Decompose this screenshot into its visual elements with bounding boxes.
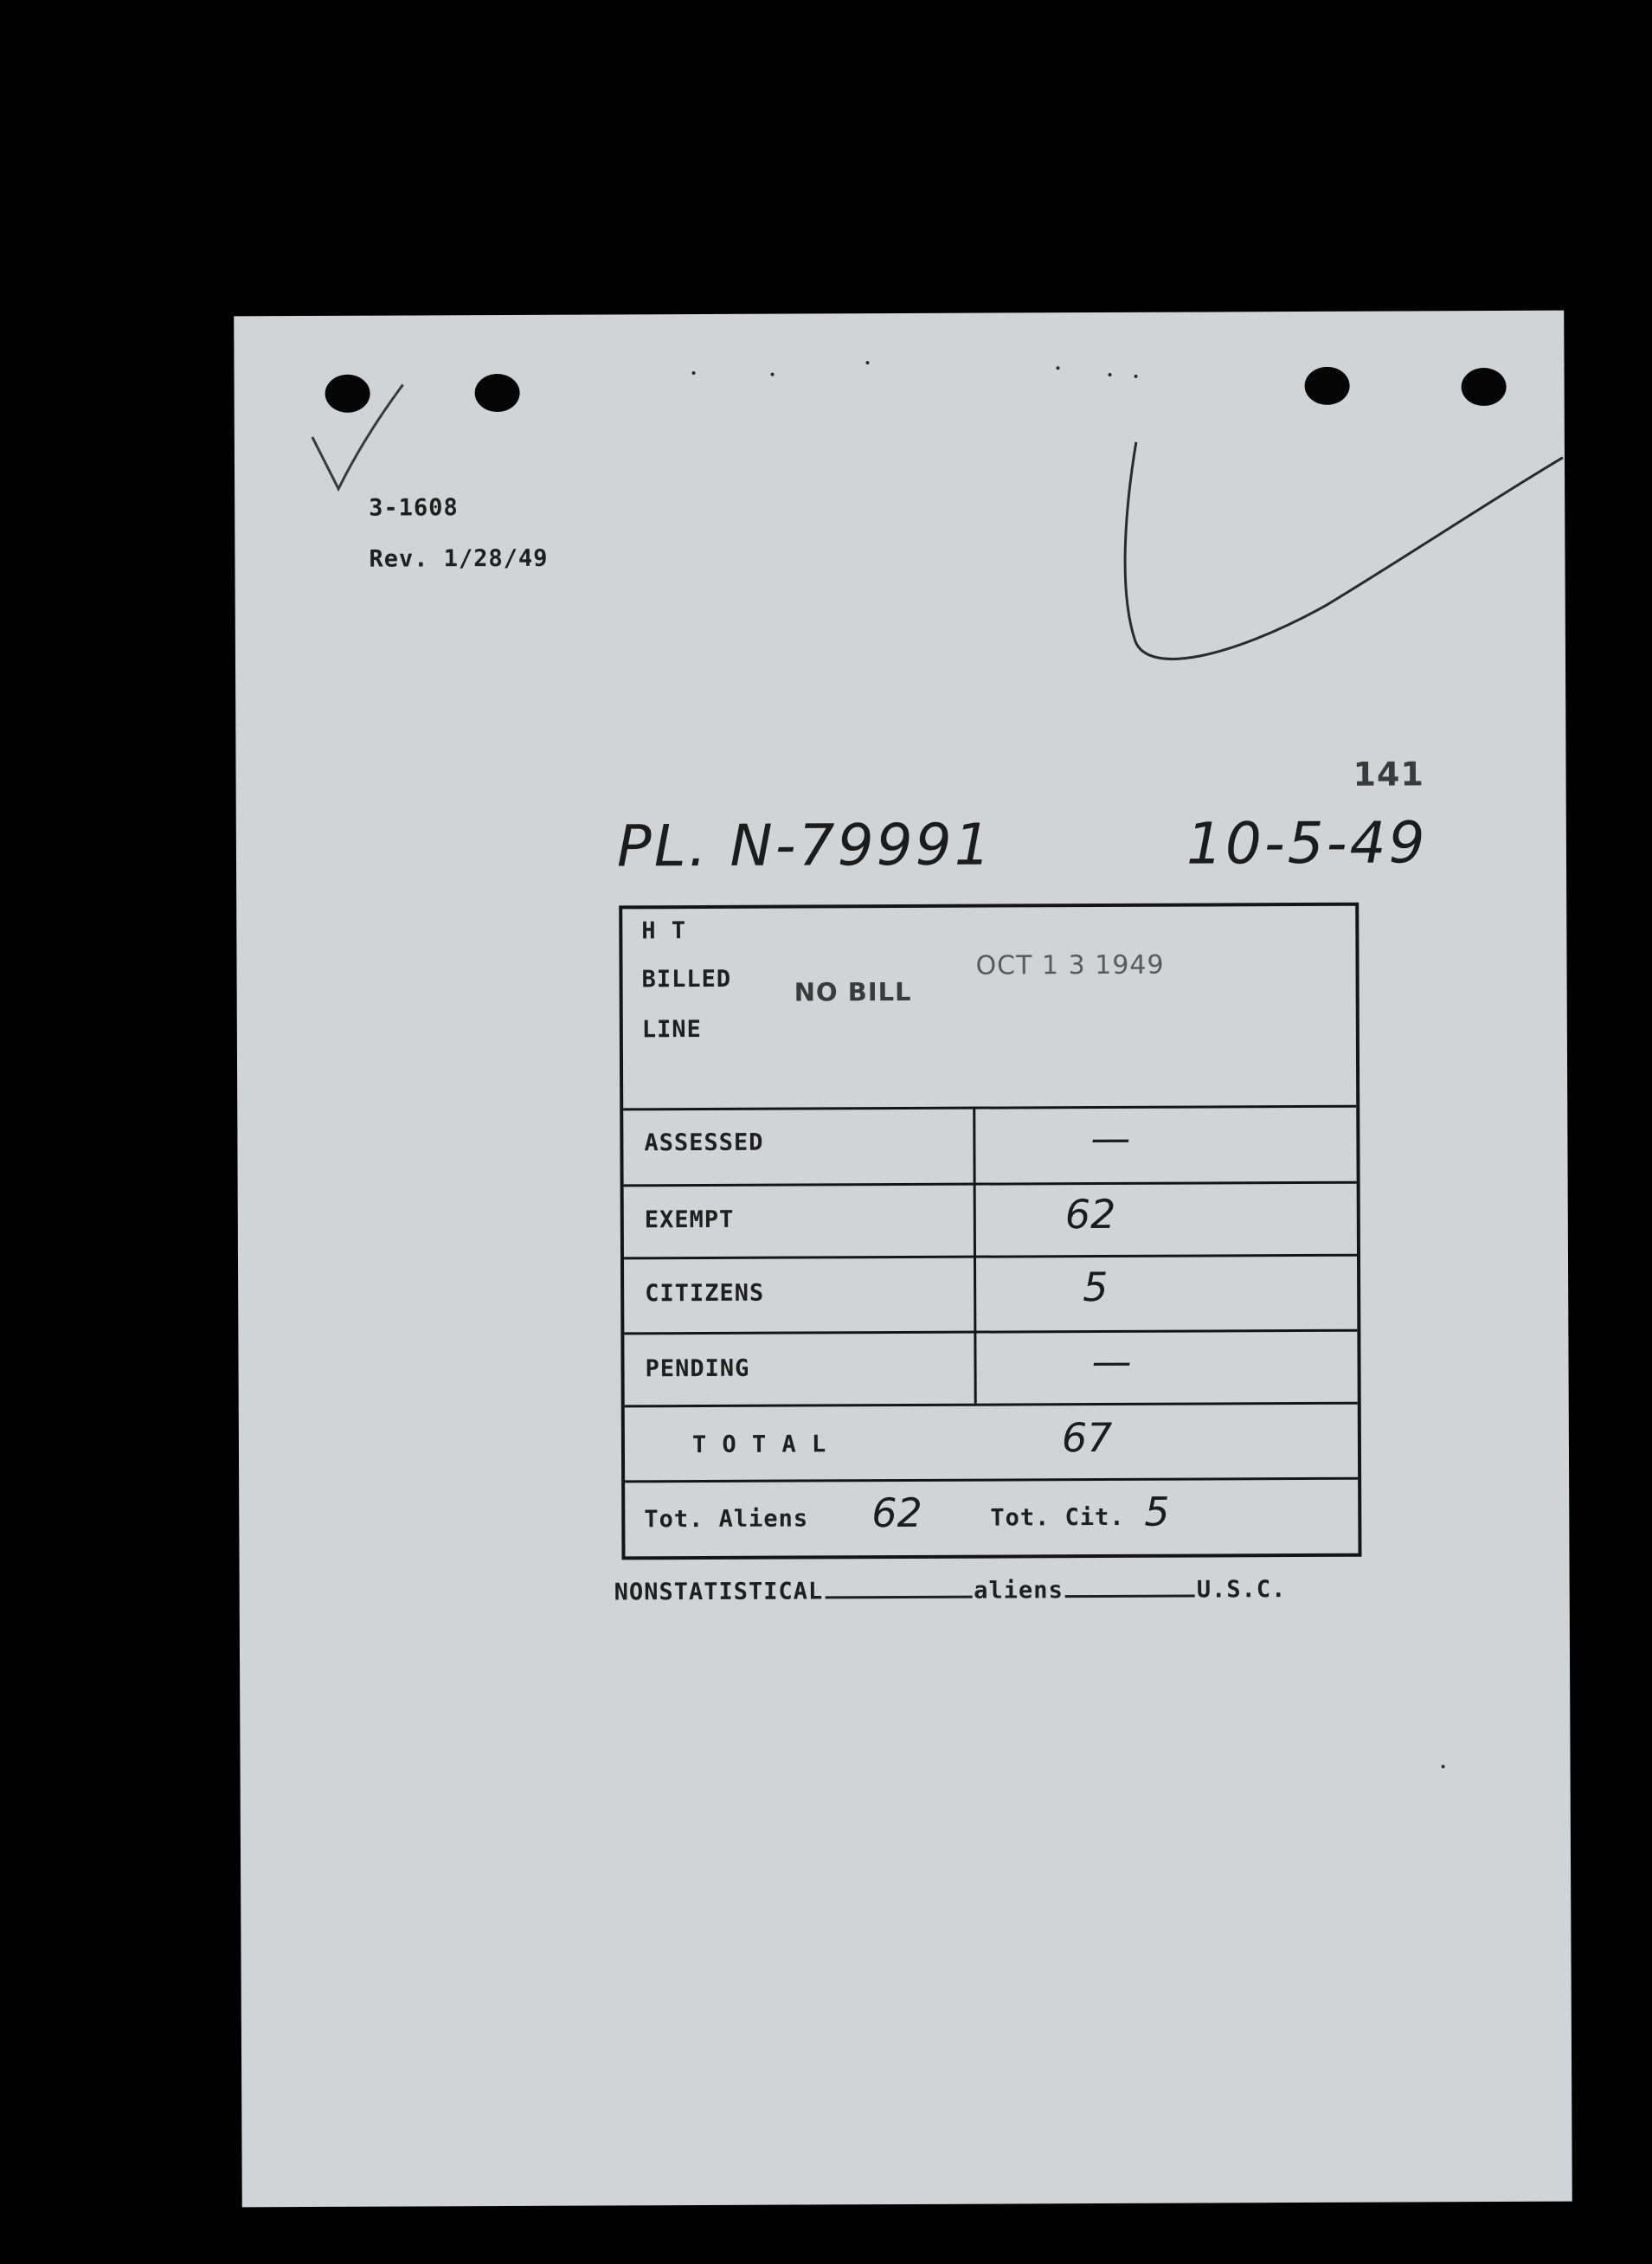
label-line: LINE: [641, 1016, 702, 1044]
row-value-pending: —: [1091, 1337, 1132, 1386]
row-value-assessed: —: [1090, 1114, 1131, 1162]
punch-hole-left-2: [475, 374, 520, 412]
tot-aliens-label: Tot. Aliens: [644, 1505, 809, 1534]
row-label-assessed: ASSESSED: [644, 1129, 764, 1157]
total-label: T O T A L: [691, 1431, 827, 1459]
speck: [1442, 1765, 1445, 1768]
page-number-stamp: 141: [1353, 755, 1424, 794]
usc-blank: [1065, 1576, 1195, 1598]
total-value: 67: [1061, 1413, 1113, 1462]
rule: [623, 1105, 1356, 1111]
tot-cit-value: 5: [1144, 1488, 1170, 1535]
nonstatistical-label: NONSTATISTICAL: [614, 1578, 824, 1606]
speck: [1135, 375, 1138, 378]
usc-label: U.S.C.: [1196, 1576, 1287, 1604]
punch-hole-right-1: [1305, 367, 1350, 405]
speck: [1057, 366, 1060, 370]
punch-hole-right-2: [1462, 368, 1507, 406]
speck: [865, 361, 869, 364]
document-page: [234, 311, 1572, 2208]
aliens-blank: [825, 1577, 972, 1599]
rule: [624, 1329, 1357, 1335]
check-mark-small-icon: [304, 367, 417, 515]
tally-form: [619, 903, 1361, 1560]
nonstatistical-line: [614, 1575, 1287, 1605]
tot-aliens-value: 62: [871, 1489, 922, 1537]
row-label-exempt: EXEMPT: [644, 1206, 735, 1234]
speck: [771, 373, 775, 376]
label-billed: BILLED: [641, 965, 732, 994]
handwritten-date: 10-5-49: [1186, 809, 1428, 878]
speck: [1109, 373, 1112, 376]
form-revision: Rev. 1/28/49: [369, 544, 549, 573]
row-label-citizens: CITIZENS: [645, 1279, 765, 1308]
rule: [625, 1477, 1358, 1483]
stamp-no-bill: NO BILL: [794, 976, 912, 1007]
check-mark-large-icon: [1100, 432, 1569, 780]
tot-cit-label: Tot. Cit.: [990, 1503, 1125, 1532]
speck: [692, 371, 696, 375]
row-label-pending: PENDING: [645, 1354, 750, 1383]
label-ht: H T: [641, 917, 687, 945]
rule: [624, 1254, 1357, 1260]
row-value-exempt: 62: [1064, 1190, 1116, 1238]
stamp-date: OCT 1 3 1949: [975, 949, 1165, 981]
rule: [624, 1181, 1357, 1187]
rule: [625, 1402, 1358, 1408]
handwritten-reference: PL. N-79991: [616, 811, 993, 880]
row-value-citizens: 5: [1083, 1263, 1109, 1311]
form-number: 3-1608: [369, 494, 459, 522]
aliens-label: aliens: [974, 1577, 1064, 1605]
